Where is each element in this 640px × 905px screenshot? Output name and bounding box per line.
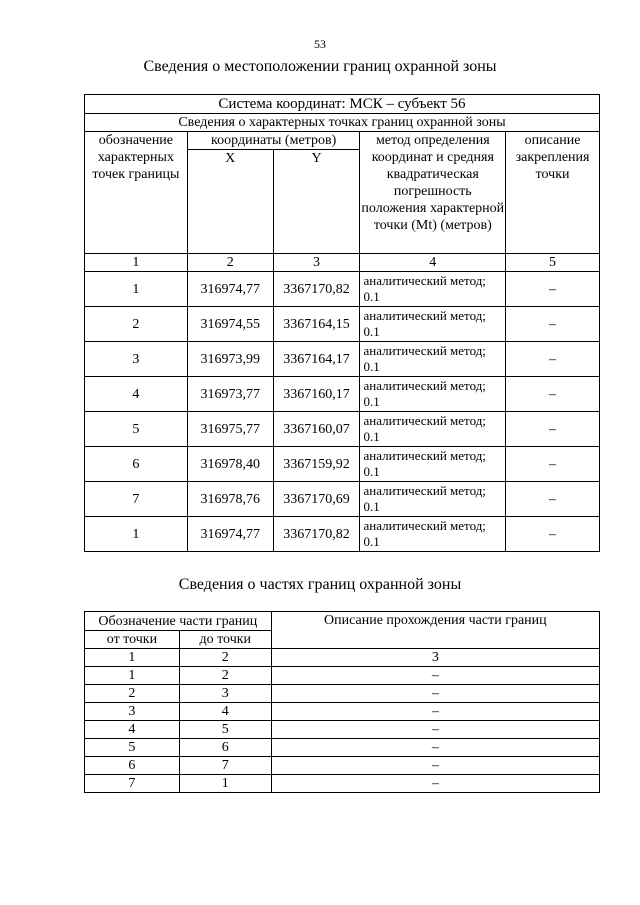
coordinate-y: 3367164,17 — [273, 342, 360, 377]
parts-column-numbers-row — [85, 649, 600, 667]
point-number: 5 — [85, 412, 188, 447]
part-row — [85, 721, 600, 739]
part-row — [85, 703, 600, 721]
point-description: – — [506, 377, 600, 412]
part-description: – — [271, 667, 599, 685]
part-to-point: 5 — [179, 721, 271, 739]
parts-header-designation: Обозначение части границ — [85, 612, 272, 631]
part-to-point: 3 — [179, 685, 271, 703]
point-description: – — [506, 342, 600, 377]
coordinate-y: 3367170,82 — [273, 272, 360, 307]
column-number: 2 — [179, 649, 271, 667]
header-designation: обозначение характерных точек границы — [85, 132, 188, 254]
point-method: аналитический метод; 0.1 — [360, 272, 506, 307]
point-description: – — [506, 447, 600, 482]
part-row — [85, 757, 600, 775]
part-description: – — [271, 703, 599, 721]
column-number: 5 — [506, 254, 600, 272]
part-from-point: 1 — [85, 667, 180, 685]
parts-section-title: Сведения о частях границ охранной зоны — [178, 576, 462, 593]
coordinate-x: 316974,77 — [187, 517, 273, 552]
column-number: 1 — [85, 254, 188, 272]
coordinate-y: 3367160,17 — [273, 377, 360, 412]
part-to-point: 4 — [179, 703, 271, 721]
part-to-point: 1 — [179, 775, 271, 793]
part-description: – — [271, 739, 599, 757]
header-x: X — [187, 150, 273, 254]
part-description: – — [271, 757, 599, 775]
page-number: 53 — [314, 37, 326, 51]
part-from-point: 7 — [85, 775, 180, 793]
coordinate-x: 316978,40 — [187, 447, 273, 482]
coordinate-y: 3367170,69 — [273, 482, 360, 517]
point-method: аналитический метод; 0.1 — [360, 517, 506, 552]
point-description: – — [506, 517, 600, 552]
point-number: 7 — [85, 482, 188, 517]
column-number: 1 — [85, 649, 180, 667]
header-y: Y — [273, 150, 360, 254]
point-method: аналитический метод; 0.1 — [360, 412, 506, 447]
point-number: 3 — [85, 342, 188, 377]
part-description: – — [271, 721, 599, 739]
point-row — [85, 482, 600, 517]
part-from-point: 5 — [85, 739, 180, 757]
header-coordinates: координаты (метров) — [187, 132, 360, 150]
point-description: – — [506, 307, 600, 342]
coordinate-y: 3367159,92 — [273, 447, 360, 482]
part-row — [85, 775, 600, 793]
column-number: 4 — [360, 254, 506, 272]
point-row — [85, 377, 600, 412]
parts-header-to: до точки — [179, 631, 271, 649]
characteristic-points-subtitle: Сведения о характерных точках границ охранной зоны — [85, 114, 600, 132]
coordinate-x: 316974,77 — [187, 272, 273, 307]
coordinate-x: 316973,77 — [187, 377, 273, 412]
part-from-point: 2 — [85, 685, 180, 703]
part-to-point: 7 — [179, 757, 271, 775]
coordinate-system-header: Система координат: МСК – субъект 56 — [85, 95, 600, 114]
point-number: 6 — [85, 447, 188, 482]
column-numbers-row — [85, 254, 600, 272]
header-description: описание закрепления точки — [506, 132, 600, 254]
column-number: 3 — [271, 649, 599, 667]
coordinate-y: 3367170,82 — [273, 517, 360, 552]
part-description: – — [271, 775, 599, 793]
part-from-point: 6 — [85, 757, 180, 775]
coordinate-y: 3367164,15 — [273, 307, 360, 342]
coordinate-x: 316975,77 — [187, 412, 273, 447]
part-from-point: 4 — [85, 721, 180, 739]
point-number: 4 — [85, 377, 188, 412]
column-number: 3 — [273, 254, 360, 272]
part-to-point: 6 — [179, 739, 271, 757]
parts-table — [84, 611, 600, 793]
point-description: – — [506, 272, 600, 307]
point-method: аналитический метод; 0.1 — [360, 307, 506, 342]
point-method: аналитический метод; 0.1 — [360, 377, 506, 412]
part-row — [85, 739, 600, 757]
part-row — [85, 667, 600, 685]
coordinates-table — [84, 94, 600, 552]
part-to-point: 2 — [179, 667, 271, 685]
parts-header-from: от точки — [85, 631, 180, 649]
part-row — [85, 685, 600, 703]
coordinate-x: 316974,55 — [187, 307, 273, 342]
coordinate-x: 316973,99 — [187, 342, 273, 377]
point-row — [85, 272, 600, 307]
point-row — [85, 517, 600, 552]
point-number: 1 — [85, 517, 188, 552]
parts-header-description: Описание прохождения части границ — [271, 612, 599, 649]
point-description: – — [506, 412, 600, 447]
coordinate-x: 316978,76 — [187, 482, 273, 517]
part-from-point: 3 — [85, 703, 180, 721]
point-row — [85, 412, 600, 447]
location-section-title: Сведения о местоположении границ охранной зоны — [143, 58, 497, 75]
point-number: 1 — [85, 272, 188, 307]
column-number: 2 — [187, 254, 273, 272]
point-method: аналитический метод; 0.1 — [360, 342, 506, 377]
point-row — [85, 447, 600, 482]
header-method: метод определения координат и средняя квадратическая погрешность положения характерной точки (Mt) (метров) — [360, 132, 506, 254]
point-method: аналитический метод; 0.1 — [360, 482, 506, 517]
coordinate-y: 3367160,07 — [273, 412, 360, 447]
point-number: 2 — [85, 307, 188, 342]
point-row — [85, 307, 600, 342]
part-description: – — [271, 685, 599, 703]
point-row — [85, 342, 600, 377]
point-method: аналитический метод; 0.1 — [360, 447, 506, 482]
point-description: – — [506, 482, 600, 517]
